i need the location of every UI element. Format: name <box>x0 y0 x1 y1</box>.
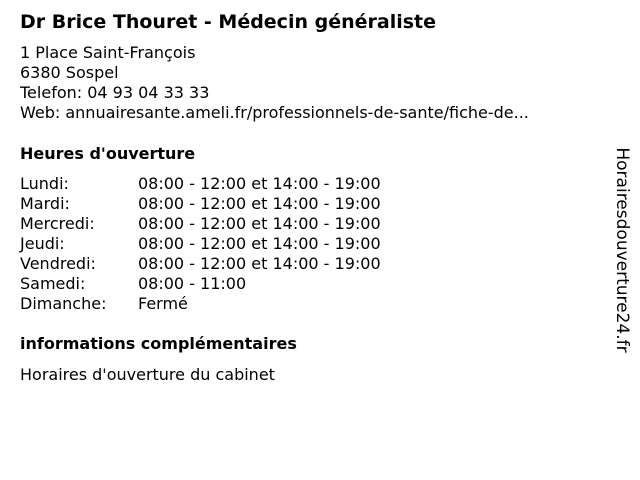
time-value: 08:00 - 12:00 et 14:00 - 19:00 <box>138 254 381 273</box>
site-watermark: Horairesdouverture24.fr <box>612 147 632 353</box>
page-title: Dr Brice Thouret - Médecin généraliste <box>20 11 436 33</box>
day-label: Dimanche: <box>20 294 107 313</box>
day-label: Mercredi: <box>20 214 95 233</box>
info-heading: informations complémentaires <box>20 334 297 353</box>
time-value: 08:00 - 12:00 et 14:00 - 19:00 <box>138 214 381 233</box>
phone-number[interactable]: Telefon: 04 93 04 33 33 <box>20 83 210 102</box>
time-value: 08:00 - 11:00 <box>138 274 247 293</box>
website-link[interactable]: Web: annuairesante.ameli.fr/professionnels-de-sante/fiche-de... <box>20 103 529 122</box>
day-label: Vendredi: <box>20 254 96 273</box>
address-city: 6380 Sospel <box>20 63 119 82</box>
day-label: Mardi: <box>20 194 70 213</box>
time-value: 08:00 - 12:00 et 14:00 - 19:00 <box>138 194 381 213</box>
info-text: Horaires d'ouverture du cabinet <box>20 365 275 384</box>
hours-heading: Heures d'ouverture <box>20 144 196 163</box>
day-label: Samedi: <box>20 274 86 293</box>
address-block <box>20 43 529 123</box>
time-value: 08:00 - 12:00 et 14:00 - 19:00 <box>138 234 381 253</box>
time-value: Fermé <box>138 294 188 313</box>
time-value: 08:00 - 12:00 et 14:00 - 19:00 <box>138 174 381 193</box>
day-label: Jeudi: <box>20 234 65 253</box>
day-label: Lundi: <box>20 174 69 193</box>
address-street: 1 Place Saint-François <box>20 43 196 62</box>
